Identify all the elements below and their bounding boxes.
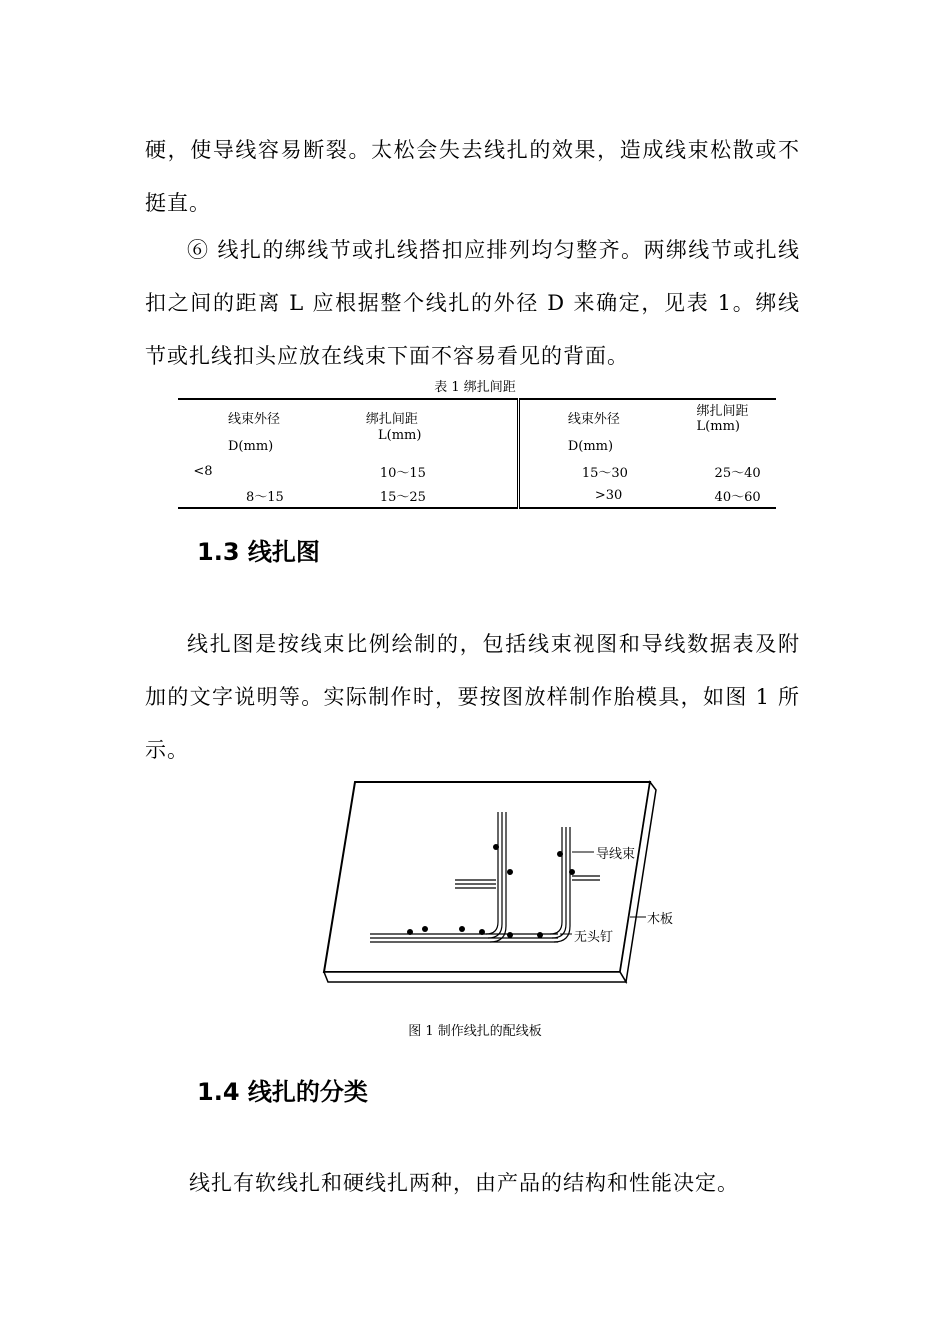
table-header-cell: 线束外径 — [178, 399, 318, 434]
paragraph-binding-spacing: ⑥ 线扎的绑线节或扎线搭扣应排列均匀整齐。两绑线节或扎线扣之间的距离 L 应根据整个线扎的外径 D 来确定，见表 1。绑线节或扎线扣头应放在线束下面不容易看见的背面。 — [145, 238, 800, 368]
table-cell: 40～60 — [655, 484, 776, 508]
table-cell: 8～15 — [178, 484, 318, 508]
table-subheader-l: L(mm) — [378, 428, 422, 443]
table-subheader-row — [178, 434, 776, 459]
label-nail: 无头钉 — [574, 930, 614, 945]
table-row — [178, 484, 776, 508]
board-bottom-edge — [324, 972, 626, 982]
table-row — [178, 459, 776, 484]
wiring-board-figure — [310, 772, 670, 992]
label-wire-bundle: 导线束 — [596, 847, 636, 862]
table-header-cell: 绑扎间距 — [318, 399, 519, 434]
label-board: 木板 — [647, 912, 674, 927]
table-cell: >30 — [518, 484, 654, 508]
table-cell: 15～25 — [318, 484, 519, 508]
table-cell: 15～30 — [581, 466, 628, 481]
table-caption: 表 1 绑扎间距 — [434, 380, 516, 395]
table-subheader-cell: D(mm) — [567, 439, 614, 454]
table-header-cell: 绑扎间距 L(mm) — [655, 399, 776, 434]
paragraph-wiring-diagram: 线扎图是按线束比例绘制的，包括线束视图和导线数据表及附加的文字说明等。实际制作时，要按图放样制作胎模具，如图 1 所示。 — [145, 632, 800, 762]
table-header-row — [178, 399, 776, 434]
table-header-cell: 线束外径 — [518, 399, 654, 434]
table-cell: 25～40 — [714, 466, 761, 481]
table-subheader-cell — [655, 434, 776, 459]
paragraph-continued: 硬，使导线容易断裂。太松会失去线扎的效果，造成线束松散或不挺直。 — [145, 138, 800, 215]
binding-spacing-table — [178, 398, 776, 509]
table-cell: <8 — [193, 464, 213, 479]
section-heading-1-3: 1.3 线扎图 — [197, 538, 320, 566]
section-heading-1-4: 1.4 线扎的分类 — [197, 1078, 368, 1106]
table-subheader-cell: D(mm) — [228, 439, 274, 454]
paragraph-classification: 线扎有软线扎和硬线扎两种，由产品的结构和性能决定。 — [189, 1171, 739, 1195]
figure-caption: 图 1 制作线扎的配线板 — [408, 1024, 542, 1039]
table-cell: 10～15 — [318, 459, 519, 484]
